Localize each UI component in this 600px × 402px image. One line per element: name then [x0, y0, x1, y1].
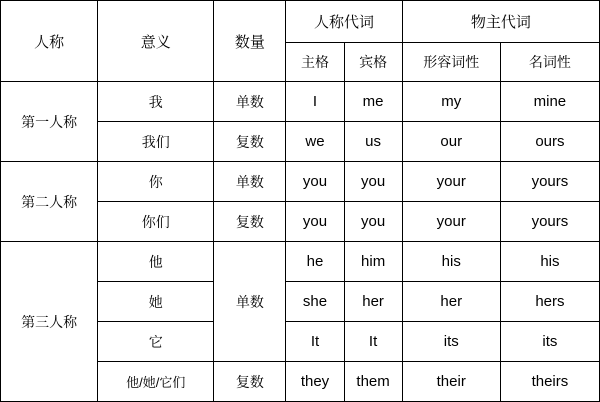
header-meaning: 意义	[98, 1, 214, 82]
subjective: we	[286, 122, 344, 162]
possessive-adjective: their	[402, 362, 500, 402]
subjective: she	[286, 282, 344, 322]
table-header-row-1	[1, 1, 600, 43]
number: 复数	[214, 362, 286, 402]
possessive-adjective: your	[402, 202, 500, 242]
possessive-nominal: yours	[500, 202, 599, 242]
objective: It	[344, 322, 402, 362]
possessive-adjective: our	[402, 122, 500, 162]
meaning: 你	[98, 162, 214, 202]
objective: them	[344, 362, 402, 402]
possessive-nominal: theirs	[500, 362, 599, 402]
possessive-adjective: his	[402, 242, 500, 282]
number: 复数	[214, 122, 286, 162]
header-personal-pronoun: 人称代词	[286, 1, 402, 43]
table-row	[1, 82, 600, 122]
header-number: 数量	[214, 1, 286, 82]
objective: him	[344, 242, 402, 282]
meaning: 他/她/它们	[98, 362, 214, 402]
meaning: 她	[98, 282, 214, 322]
meaning: 我们	[98, 122, 214, 162]
subjective: It	[286, 322, 344, 362]
subjective: they	[286, 362, 344, 402]
table-row	[1, 162, 600, 202]
possessive-adjective: my	[402, 82, 500, 122]
subjective: you	[286, 162, 344, 202]
possessive-nominal: his	[500, 242, 599, 282]
header-subjective: 主格	[286, 42, 344, 82]
header-possessive-adjective: 形容词性	[402, 42, 500, 82]
possessive-nominal: mine	[500, 82, 599, 122]
table-row	[1, 242, 600, 282]
possessive-adjective: its	[402, 322, 500, 362]
subjective: you	[286, 202, 344, 242]
objective: me	[344, 82, 402, 122]
possessive-nominal: its	[500, 322, 599, 362]
header-possessive-pronoun: 物主代词	[402, 1, 599, 43]
header-possessive-nominal: 名词性	[500, 42, 599, 82]
person-third: 第三人称	[1, 242, 98, 402]
number: 复数	[214, 202, 286, 242]
meaning: 我	[98, 82, 214, 122]
meaning: 你们	[98, 202, 214, 242]
subjective: I	[286, 82, 344, 122]
header-person: 人称	[1, 1, 98, 82]
possessive-nominal: hers	[500, 282, 599, 322]
possessive-adjective: her	[402, 282, 500, 322]
objective: you	[344, 202, 402, 242]
subjective: he	[286, 242, 344, 282]
number: 单数	[214, 82, 286, 122]
number-singular: 单数	[214, 242, 286, 362]
person-first: 第一人称	[1, 82, 98, 162]
objective: us	[344, 122, 402, 162]
number: 单数	[214, 162, 286, 202]
possessive-adjective: your	[402, 162, 500, 202]
meaning: 它	[98, 322, 214, 362]
objective: her	[344, 282, 402, 322]
header-objective: 宾格	[344, 42, 402, 82]
meaning: 他	[98, 242, 214, 282]
objective: you	[344, 162, 402, 202]
possessive-nominal: yours	[500, 162, 599, 202]
possessive-nominal: ours	[500, 122, 599, 162]
person-second: 第二人称	[1, 162, 98, 242]
